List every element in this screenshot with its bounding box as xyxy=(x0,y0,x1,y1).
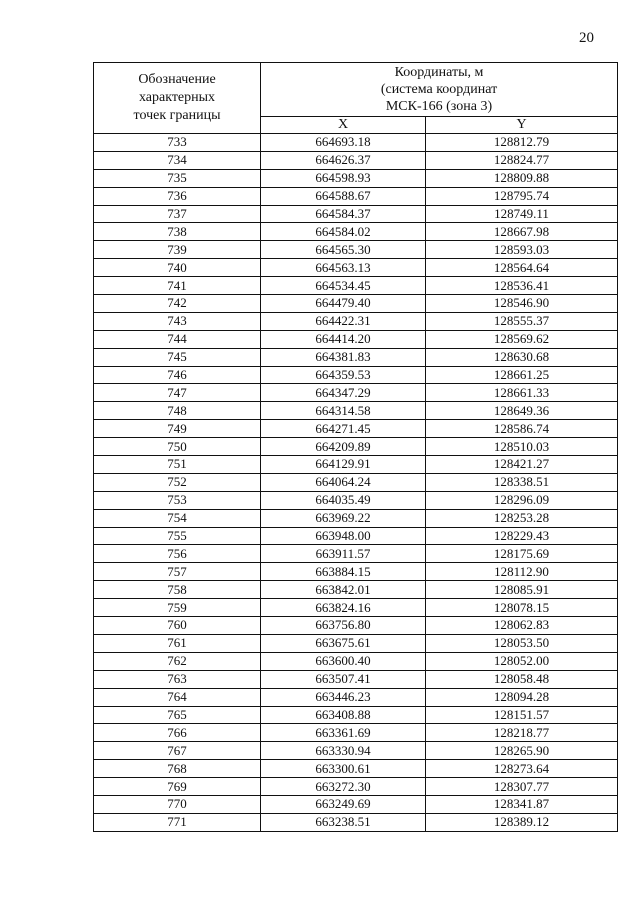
table-row xyxy=(94,187,618,205)
table-row xyxy=(94,545,618,563)
point-id-cell: 751 xyxy=(94,456,261,474)
x-coordinate-cell: 664626.37 xyxy=(261,151,426,169)
y-coordinate-cell: 128253.28 xyxy=(426,509,618,527)
header-point-line: точек границы xyxy=(133,108,221,123)
y-coordinate-cell: 128218.77 xyxy=(426,724,618,742)
table-row xyxy=(94,634,618,652)
x-coordinate-cell: 664381.83 xyxy=(261,348,426,366)
point-id-cell: 760 xyxy=(94,617,261,635)
table-row xyxy=(94,384,618,402)
header-coordinates xyxy=(261,63,618,117)
point-id-cell: 736 xyxy=(94,187,261,205)
point-id-cell: 756 xyxy=(94,545,261,563)
point-id-cell: 734 xyxy=(94,151,261,169)
point-id-cell: 735 xyxy=(94,169,261,187)
table-row xyxy=(94,223,618,241)
y-coordinate-cell: 128265.90 xyxy=(426,742,618,760)
table-row xyxy=(94,670,618,688)
x-coordinate-cell: 664479.40 xyxy=(261,295,426,313)
x-coordinate-cell: 664693.18 xyxy=(261,134,426,152)
table-row xyxy=(94,134,618,152)
x-coordinate-cell: 663884.15 xyxy=(261,563,426,581)
point-id-cell: 739 xyxy=(94,241,261,259)
point-id-cell: 746 xyxy=(94,366,261,384)
table-row xyxy=(94,259,618,277)
table-row xyxy=(94,366,618,384)
x-coordinate-cell: 664035.49 xyxy=(261,491,426,509)
table-row xyxy=(94,473,618,491)
table-row xyxy=(94,706,618,724)
point-id-cell: 770 xyxy=(94,795,261,813)
y-coordinate-cell: 128421.27 xyxy=(426,456,618,474)
table-row xyxy=(94,509,618,527)
point-id-cell: 767 xyxy=(94,742,261,760)
y-coordinate-cell: 128586.74 xyxy=(426,420,618,438)
table-row xyxy=(94,581,618,599)
x-coordinate-cell: 664422.31 xyxy=(261,312,426,330)
table-row xyxy=(94,456,618,474)
x-coordinate-cell: 664314.58 xyxy=(261,402,426,420)
y-coordinate-cell: 128058.48 xyxy=(426,670,618,688)
point-id-cell: 737 xyxy=(94,205,261,223)
table-row xyxy=(94,277,618,295)
y-coordinate-cell: 128229.43 xyxy=(426,527,618,545)
table-row xyxy=(94,151,618,169)
table-row xyxy=(94,491,618,509)
y-coordinate-cell: 128389.12 xyxy=(426,813,618,831)
x-coordinate-cell: 663824.16 xyxy=(261,599,426,617)
table-row xyxy=(94,438,618,456)
x-coordinate-cell: 664598.93 xyxy=(261,169,426,187)
x-coordinate-cell: 663600.40 xyxy=(261,652,426,670)
x-coordinate-cell: 664414.20 xyxy=(261,330,426,348)
point-id-cell: 762 xyxy=(94,652,261,670)
point-id-cell: 743 xyxy=(94,312,261,330)
x-coordinate-cell: 663507.41 xyxy=(261,670,426,688)
x-coordinate-cell: 663272.30 xyxy=(261,778,426,796)
y-coordinate-cell: 128569.62 xyxy=(426,330,618,348)
y-coordinate-cell: 128112.90 xyxy=(426,563,618,581)
x-coordinate-cell: 663446.23 xyxy=(261,688,426,706)
y-coordinate-cell: 128052.00 xyxy=(426,652,618,670)
point-id-cell: 733 xyxy=(94,134,261,152)
table-row xyxy=(94,813,618,831)
table-row xyxy=(94,563,618,581)
point-id-cell: 741 xyxy=(94,277,261,295)
point-id-cell: 753 xyxy=(94,491,261,509)
y-coordinate-cell: 128078.15 xyxy=(426,599,618,617)
point-id-cell: 757 xyxy=(94,563,261,581)
table-row xyxy=(94,599,618,617)
point-id-cell: 768 xyxy=(94,760,261,778)
y-coordinate-cell: 128175.69 xyxy=(426,545,618,563)
x-coordinate-cell: 664588.67 xyxy=(261,187,426,205)
table-row xyxy=(94,312,618,330)
y-coordinate-cell: 128085.91 xyxy=(426,581,618,599)
table-row xyxy=(94,617,618,635)
x-coordinate-cell: 663675.61 xyxy=(261,634,426,652)
point-id-cell: 749 xyxy=(94,420,261,438)
point-id-cell: 744 xyxy=(94,330,261,348)
point-id-cell: 763 xyxy=(94,670,261,688)
table-row xyxy=(94,688,618,706)
x-coordinate-cell: 663300.61 xyxy=(261,760,426,778)
table-row xyxy=(94,742,618,760)
point-id-cell: 752 xyxy=(94,473,261,491)
x-coordinate-cell: 664271.45 xyxy=(261,420,426,438)
y-coordinate-cell: 128749.11 xyxy=(426,205,618,223)
x-coordinate-cell: 664565.30 xyxy=(261,241,426,259)
table-row xyxy=(94,724,618,742)
x-coordinate-cell: 663969.22 xyxy=(261,509,426,527)
x-coordinate-cell: 663911.57 xyxy=(261,545,426,563)
y-coordinate-cell: 128630.68 xyxy=(426,348,618,366)
x-coordinate-cell: 664584.02 xyxy=(261,223,426,241)
page-number: 20 xyxy=(579,30,594,46)
point-id-cell: 738 xyxy=(94,223,261,241)
y-coordinate-cell: 128564.64 xyxy=(426,259,618,277)
x-coordinate-cell: 664584.37 xyxy=(261,205,426,223)
y-coordinate-cell: 128341.87 xyxy=(426,795,618,813)
y-coordinate-cell: 128536.41 xyxy=(426,277,618,295)
point-id-cell: 771 xyxy=(94,813,261,831)
table-row xyxy=(94,795,618,813)
y-coordinate-cell: 128062.83 xyxy=(426,617,618,635)
y-coordinate-cell: 128649.36 xyxy=(426,402,618,420)
y-coordinate-cell: 128795.74 xyxy=(426,187,618,205)
y-coordinate-cell: 128273.64 xyxy=(426,760,618,778)
table-row xyxy=(94,778,618,796)
point-id-cell: 747 xyxy=(94,384,261,402)
x-coordinate-cell: 663842.01 xyxy=(261,581,426,599)
x-coordinate-cell: 664064.24 xyxy=(261,473,426,491)
y-coordinate-cell: 128546.90 xyxy=(426,295,618,313)
header-coords-line: МСК-166 (зона 3) xyxy=(385,98,493,114)
y-coordinate-cell: 128053.50 xyxy=(426,634,618,652)
table-row xyxy=(94,402,618,420)
table-row xyxy=(94,295,618,313)
y-coordinate-cell: 128296.09 xyxy=(426,491,618,509)
table-body xyxy=(94,134,618,832)
point-id-cell: 765 xyxy=(94,706,261,724)
y-coordinate-cell: 128812.79 xyxy=(426,134,618,152)
table-row xyxy=(94,241,618,259)
header-y: Y xyxy=(426,116,618,133)
table-row xyxy=(94,420,618,438)
x-coordinate-cell: 664359.53 xyxy=(261,366,426,384)
x-coordinate-cell: 663361.69 xyxy=(261,724,426,742)
table-row xyxy=(94,205,618,223)
x-coordinate-cell: 663249.69 xyxy=(261,795,426,813)
header-point-line: характерных xyxy=(138,90,216,105)
x-coordinate-cell: 663756.80 xyxy=(261,617,426,635)
table-row xyxy=(94,348,618,366)
table-row xyxy=(94,652,618,670)
table-row xyxy=(94,169,618,187)
header-point-designation xyxy=(94,63,261,134)
y-coordinate-cell: 128809.88 xyxy=(426,169,618,187)
x-coordinate-cell: 664129.91 xyxy=(261,456,426,474)
y-coordinate-cell: 128661.25 xyxy=(426,366,618,384)
x-coordinate-cell: 663330.94 xyxy=(261,742,426,760)
y-coordinate-cell: 128151.57 xyxy=(426,706,618,724)
x-coordinate-cell: 664534.45 xyxy=(261,277,426,295)
point-id-cell: 766 xyxy=(94,724,261,742)
coordinates-table xyxy=(93,62,618,832)
header-point-line: Обозначение xyxy=(138,72,216,87)
y-coordinate-cell: 128667.98 xyxy=(426,223,618,241)
y-coordinate-cell: 128338.51 xyxy=(426,473,618,491)
point-id-cell: 748 xyxy=(94,402,261,420)
point-id-cell: 745 xyxy=(94,348,261,366)
y-coordinate-cell: 128824.77 xyxy=(426,151,618,169)
point-id-cell: 740 xyxy=(94,259,261,277)
x-coordinate-cell: 664209.89 xyxy=(261,438,426,456)
table-row xyxy=(94,330,618,348)
header-coords-line: Координаты, м xyxy=(394,64,484,80)
y-coordinate-cell: 128661.33 xyxy=(426,384,618,402)
x-coordinate-cell: 664347.29 xyxy=(261,384,426,402)
point-id-cell: 769 xyxy=(94,778,261,796)
y-coordinate-cell: 128510.03 xyxy=(426,438,618,456)
x-coordinate-cell: 663408.88 xyxy=(261,706,426,724)
y-coordinate-cell: 128307.77 xyxy=(426,778,618,796)
point-id-cell: 764 xyxy=(94,688,261,706)
point-id-cell: 750 xyxy=(94,438,261,456)
header-coords-line: (система координат xyxy=(380,81,498,97)
table-row xyxy=(94,527,618,545)
point-id-cell: 761 xyxy=(94,634,261,652)
y-coordinate-cell: 128555.37 xyxy=(426,312,618,330)
y-coordinate-cell: 128094.28 xyxy=(426,688,618,706)
point-id-cell: 759 xyxy=(94,599,261,617)
x-coordinate-cell: 664563.13 xyxy=(261,259,426,277)
point-id-cell: 742 xyxy=(94,295,261,313)
header-x: X xyxy=(261,116,426,133)
y-coordinate-cell: 128593.03 xyxy=(426,241,618,259)
x-coordinate-cell: 663948.00 xyxy=(261,527,426,545)
x-coordinate-cell: 663238.51 xyxy=(261,813,426,831)
point-id-cell: 754 xyxy=(94,509,261,527)
point-id-cell: 758 xyxy=(94,581,261,599)
table-row xyxy=(94,760,618,778)
point-id-cell: 755 xyxy=(94,527,261,545)
